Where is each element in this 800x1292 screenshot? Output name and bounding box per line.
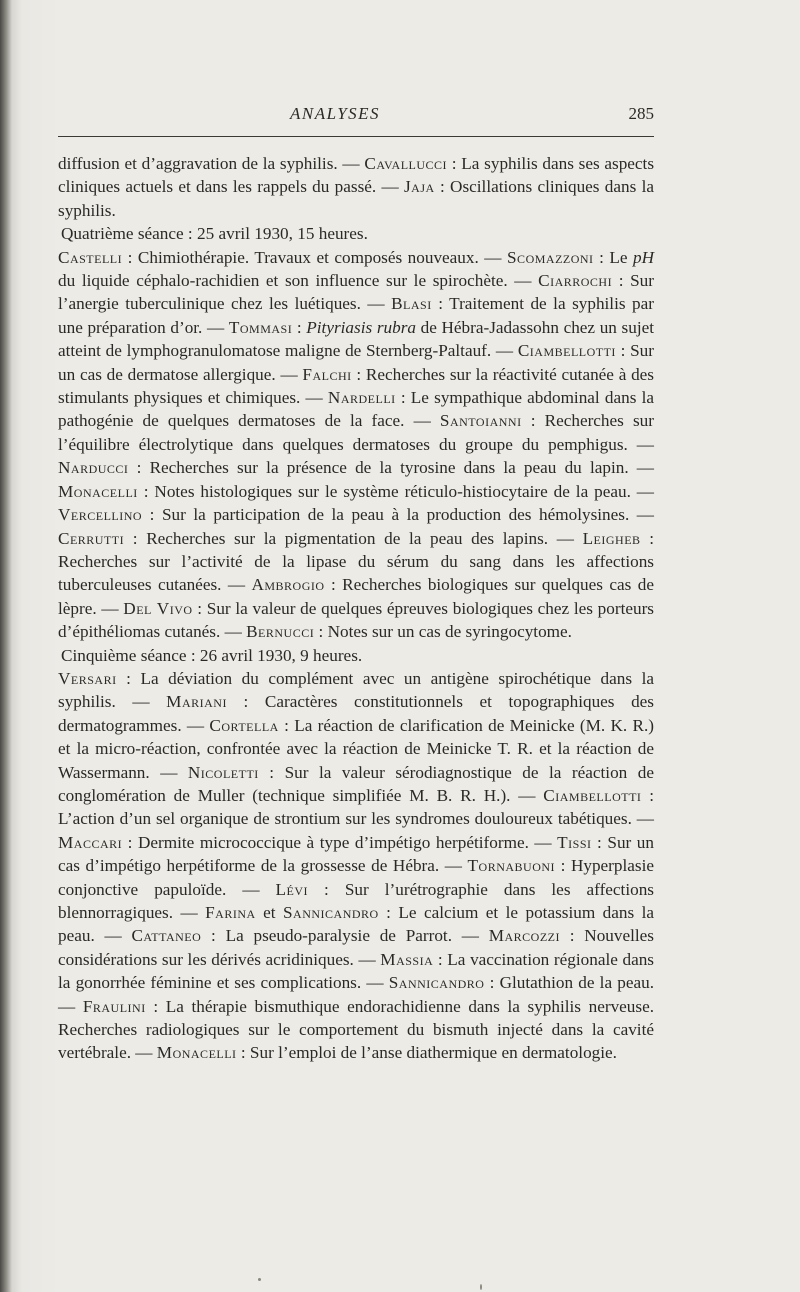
author-name: Vercellino: [58, 505, 143, 525]
text-run: : Sur la participation de la peau à la production des hémolysines. —: [142, 505, 654, 525]
text-run: : Sur l’urétrographie dans les affections blennorragiques. —: [58, 879, 654, 922]
text-run: : Sur l’emploi de l’anse diathermique en dermatologie.: [236, 1043, 617, 1063]
text-run: : Recherches sur la présence de la tyrosine dans la peau du lapin. —: [128, 458, 654, 478]
text-run: Quatrième séance : 25 avril 1930, 15 heures.: [61, 224, 368, 244]
author-name: Farina: [205, 903, 256, 922]
author-name: Mariani: [166, 692, 227, 712]
page-header: [58, 104, 654, 130]
text-run: :: [292, 317, 307, 337]
text-run: : Recherches sur l’équilibre électrolytique dans quelques dermatoses du groupe du pemphigus. —: [58, 411, 654, 454]
text-run: Cinquième séance : 26 avril 1930, 9 heures.: [61, 645, 363, 665]
author-name: Ciambellotti: [543, 785, 642, 805]
text-run: : Hyperplasie conjonctive papuloïde. —: [58, 856, 654, 899]
author-name: Leigheb: [582, 528, 641, 548]
text-run: et: [255, 903, 283, 922]
text-run: : Recherches sur l’activité de la lipase du sérum du sang dans les affections tuberculeuses cutanées. —: [58, 528, 654, 595]
text-run: : Sur la valeur de quelques épreuves biologiques chez les porteurs d’épithéliomas cutanés. —: [58, 598, 654, 642]
text-run: : Traitement de la syphilis par une préparation d’or. —: [58, 294, 654, 337]
text-run: : La déviation du complément avec un antigène spirochétique dans la syphilis. —: [58, 668, 654, 712]
text-run: : La syphilis dans ses aspects cliniques actuels et dans les rappels du passé. —: [58, 154, 655, 197]
paragraph-1: [58, 152, 654, 222]
text-run: : La pseudo-paralysie de Parrot. —: [201, 926, 489, 946]
text-run: : L’action d’un sel organique de strontium sur les syndromes douloureux tabétiques. —: [58, 785, 654, 829]
body-text: [58, 152, 654, 1065]
text-run: : Notes histologiques sur le système réticulo-histiocytaire de la peau. —: [137, 481, 654, 501]
text-run: : Sur la valeur sérodiagnostique de la réaction de conglomération de Muller (technique simplifiée M. B. R. H.). —: [58, 762, 654, 805]
text-run: : La réaction de clarification de Meinicke (M. K. R.) et la micro-réaction, confrontée avec la réaction de Meinicke T. R. et la réaction de Wassermann. —: [58, 715, 654, 782]
text-run: du liquide céphalo-rachidien et son influence sur le spirochète. —: [58, 271, 539, 291]
text-run: : Recherches sur la pigmentation de la peau des lapins. —: [124, 528, 583, 548]
paragraph-session-4: [58, 222, 654, 245]
author-name: Tommasi: [228, 317, 293, 337]
author-name: Monacelli: [156, 1043, 237, 1063]
author-name: Bernucci: [246, 622, 315, 642]
author-name: Scomazzoni: [507, 247, 594, 267]
paragraph-3: [58, 246, 654, 644]
author-name: Marcozzi: [488, 926, 560, 946]
scan-speck: [258, 1278, 261, 1281]
paragraph-5: [58, 667, 654, 1065]
text-run: : Recherches biologiques sur quelques cas de lèpre. —: [58, 575, 654, 618]
text-run: : Notes sur un cas de syringocytome.: [314, 622, 572, 642]
page-number: 285: [628, 104, 654, 123]
text-run: : La vaccination régionale dans la gonorrhée féminine et ses complications. —: [58, 949, 654, 993]
author-name: Falchi: [302, 364, 352, 384]
text-run: de Hébra-Jadassohn chez un sujet atteint de lymphogranulomatose maligne de Sternberg-Paltauf. —: [58, 317, 654, 361]
text-run: : Le calcium et le potassium dans la peau. —: [58, 903, 654, 946]
author-name: Monacelli: [58, 481, 138, 501]
scan-speck: [480, 1284, 482, 1290]
text-run: : Sur un cas d’impétigo herpétiforme de la grossesse de Hébra. —: [58, 832, 654, 876]
author-name: Santoianni: [439, 411, 522, 431]
author-name: Tissi: [557, 832, 592, 852]
text-run: : Le sympathique abdominal dans la pathogénie de quelques dermatoses de la face. —: [58, 388, 654, 431]
italic-term: Pityriasis rubra: [306, 317, 416, 337]
author-name: Jaja: [403, 177, 435, 197]
author-name: Nicoletti: [187, 762, 259, 782]
author-name: Cerrutti: [58, 528, 125, 548]
paragraph-session-5: [58, 644, 654, 667]
author-name: Ambrogio: [251, 575, 325, 595]
author-name: Cavallucci: [364, 154, 448, 173]
running-head: ANALYSES: [290, 104, 381, 123]
author-name: Sannicandro: [388, 973, 485, 993]
author-name: Sannicandro: [282, 903, 379, 922]
text-run: : Caractères constitutionnels et topographiques des dermatogrammes. —: [58, 692, 654, 735]
author-name: Cortella: [209, 715, 279, 735]
author-name: Castelli: [58, 247, 123, 267]
author-name: Tornabuoni: [467, 856, 556, 876]
author-name: Cattaneo: [131, 926, 202, 946]
author-name: Maccari: [58, 832, 123, 852]
text-run: : Sur l’anergie tuberculinique chez les luétiques. —: [58, 271, 654, 314]
text-run: : Recherches sur la réactivité cutanée à des stimulants physiques et chimiques. —: [58, 364, 654, 408]
author-name: Del Vivo: [123, 598, 193, 618]
author-name: Fraulini: [82, 996, 146, 1016]
text-run: : Oscillations cliniques dans la syphilis.: [58, 177, 654, 220]
author-name: Lévi: [275, 879, 309, 899]
author-name: Nardelli: [327, 388, 396, 408]
author-name: Massia: [380, 949, 434, 969]
italic-term: pH: [632, 247, 654, 267]
author-name: Narducci: [58, 458, 129, 478]
header-rule: [58, 136, 654, 137]
text-run: : La thérapie bismuthique endorachidienne dans la syphilis nerveuse. Recherches radiologiques sur le comportement du bismuth injecté dans la cavité vertébrale. —: [58, 996, 655, 1063]
text-run: : Sur un cas de dermatose allergique. —: [58, 341, 654, 384]
text-run: diffusion et d’aggravation de la syphilis. —: [58, 154, 365, 173]
text-run: : Chimiothérapie. Travaux et composés nouveaux. —: [122, 247, 507, 267]
text-run: : Le: [593, 247, 633, 267]
author-name: Versari: [58, 668, 117, 688]
text-run: : Glutathion de la peau. —: [58, 973, 654, 1016]
author-name: Ciambellotti: [517, 341, 616, 361]
text-run: : Dermite micrococcique à type d’impétigo herpétiforme. —: [122, 832, 558, 852]
author-name: Blasi: [391, 294, 432, 314]
text-run: : Nouvelles considérations sur les dérivés acridiniques. —: [58, 926, 654, 969]
author-name: Ciarrochi: [538, 271, 613, 291]
